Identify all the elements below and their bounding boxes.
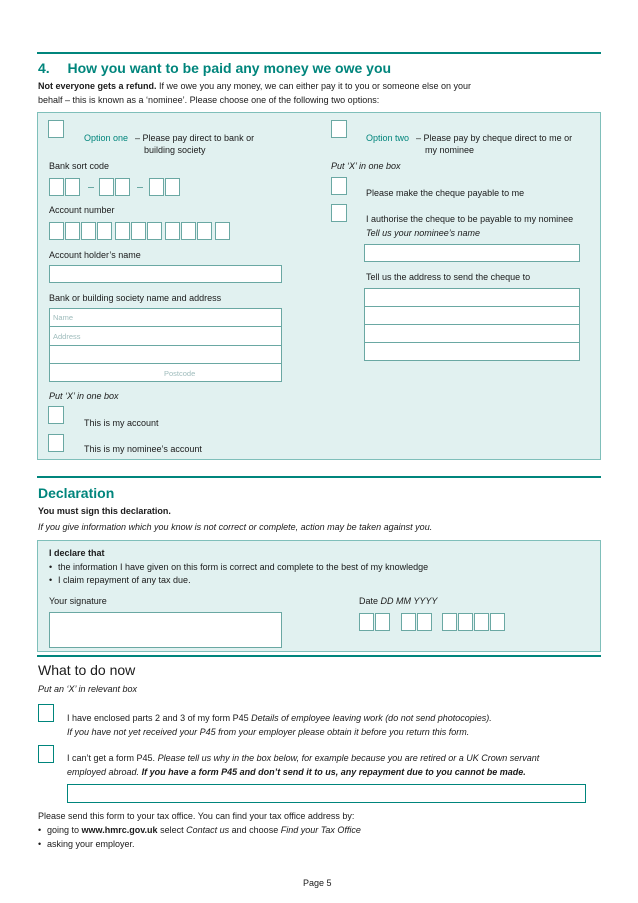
date-year-digit[interactable] [458, 613, 473, 631]
my-account-label: This is my account [84, 418, 159, 428]
account-number-digit[interactable] [181, 222, 196, 240]
account-holder-field[interactable] [49, 265, 282, 283]
section4-title: How you want to be paid any money we owe you [67, 60, 392, 76]
section4-top-rule [37, 52, 601, 54]
section4-intro-line1: Not everyone gets a refund. If we owe you any money, we can either pay it to you or someone else on your [38, 81, 472, 91]
sort-code-digit[interactable] [165, 178, 180, 196]
cheque-address-line3[interactable] [364, 324, 580, 343]
cheque-address-line4[interactable] [364, 342, 580, 361]
bank-address-placeholder: Address [53, 332, 81, 341]
cheque-address-line1[interactable] [364, 288, 580, 307]
option-one-checkbox[interactable] [48, 120, 64, 138]
authorise-nominee-label: I authorise the cheque to be payable to my nominee [366, 214, 574, 224]
no-p45-line1: I can’t get a form P45. Please tell us why in the box below, for example because you are retired or a UK Crown servant [67, 753, 540, 763]
i-declare-heading: I declare that [49, 548, 105, 558]
date-year-digit[interactable] [442, 613, 457, 631]
declaration-bullet-2: • I claim repayment of any tax due. [58, 575, 191, 585]
no-p45-checkbox[interactable] [38, 745, 54, 763]
nominee-name-field[interactable] [364, 244, 580, 262]
page-number: Page 5 [303, 878, 332, 888]
bank-name-field[interactable] [49, 308, 282, 327]
what-to-do-put-x: Put an ‘X’ in relevant box [38, 684, 138, 694]
section4-intro-line2: behalf – this is known as a ‘nominee’. Please choose one of the following two options: [38, 95, 380, 105]
option-one-put-x: Put ‘X’ in one box [49, 391, 119, 401]
signature-field[interactable] [49, 612, 282, 648]
date-label-row [359, 596, 437, 606]
payment-options-panel [37, 112, 601, 460]
declaration-bullet-1: • the information I have given on this form is correct and complete to the best of my knowledge [58, 562, 428, 572]
footer-bullet-1: • going to www.hmrc.gov.uk select Contact us and choose Find your Tax Office [47, 825, 361, 835]
sort-code-digit[interactable] [99, 178, 114, 196]
option-two-desc-1: – Please pay by cheque direct to me or [416, 133, 573, 143]
date-year-digit[interactable] [490, 613, 505, 631]
date-format: DD MM YYYY [380, 596, 438, 606]
date-label: Date [359, 596, 379, 606]
sort-code-digit[interactable] [49, 178, 64, 196]
date-day-digit[interactable] [359, 613, 374, 631]
option-one-desc-1: – Please pay direct to bank or [135, 133, 255, 143]
sort-code-label: Bank sort code [49, 161, 110, 171]
bank-address-line-field[interactable] [49, 345, 282, 364]
bank-name-address-label: Bank or building society name and address [49, 293, 222, 303]
account-holder-label: Account holder’s name [49, 250, 141, 260]
date-year-digit[interactable] [474, 613, 489, 631]
account-number-label: Account number [49, 205, 115, 215]
p45-enclosed-checkbox[interactable] [38, 704, 54, 722]
send-instructions: Please send this form to your tax office. You can find your tax office address by: [38, 811, 355, 821]
date-day-digit[interactable] [375, 613, 390, 631]
nominee-name-prompt: Tell us your nominee’s name [366, 228, 481, 238]
bank-postcode-placeholder: Postcode [164, 369, 196, 378]
authorise-nominee-checkbox[interactable] [331, 204, 347, 222]
date-month-digit[interactable] [401, 613, 416, 631]
p45-enclosed-line2: If you have not yet received your P45 from your employer please obtain it before you return this form. [67, 727, 470, 737]
account-number-digit[interactable] [197, 222, 212, 240]
sort-code-digit[interactable] [149, 178, 164, 196]
account-number-digit[interactable] [65, 222, 80, 240]
date-month-digit[interactable] [417, 613, 432, 631]
option-two-put-x: Put ‘X’ in one box [331, 161, 401, 171]
sort-code-separator [137, 187, 143, 188]
account-number-digit[interactable] [97, 222, 112, 240]
sort-code-digit[interactable] [65, 178, 80, 196]
sort-code-separator [88, 187, 94, 188]
payable-to-me-checkbox[interactable] [331, 177, 347, 195]
declaration-top-rule [37, 476, 601, 478]
cheque-address-prompt: Tell us the address to send the cheque to [366, 272, 531, 282]
account-number-digit[interactable] [131, 222, 146, 240]
account-number-digit[interactable] [215, 222, 230, 240]
footer-bullet-2: • asking your employer. [47, 839, 135, 849]
declaration-title: Declaration [38, 485, 115, 501]
account-number-digit[interactable] [81, 222, 96, 240]
hmrc-url-link[interactable]: www.hmrc.gov.uk [81, 825, 158, 835]
option-two-desc-2: my nominee [425, 145, 475, 155]
bank-postcode-field[interactable] [49, 363, 282, 382]
option-two-checkbox[interactable] [331, 120, 347, 138]
sort-code-digit[interactable] [115, 178, 130, 196]
section4-heading [38, 60, 391, 76]
payable-to-me-label: Please make the cheque payable to me [366, 188, 525, 198]
p45-enclosed-line1: I have enclosed parts 2 and 3 of my form P45 Details of employee leaving work (do not send photocopies). [67, 713, 492, 723]
declaration-must-sign: You must sign this declaration. [38, 506, 171, 516]
declaration-warning: If you give information which you know is not correct or complete, action may be taken against you. [38, 522, 433, 532]
option-one-desc-2: building society [144, 145, 206, 155]
signature-label: Your signature [49, 596, 107, 606]
account-number-digit[interactable] [165, 222, 180, 240]
account-number-digit[interactable] [49, 222, 64, 240]
bank-name-placeholder: Name [53, 313, 74, 322]
account-number-digit[interactable] [147, 222, 162, 240]
cheque-address-line2[interactable] [364, 306, 580, 325]
bank-address-field[interactable] [49, 326, 282, 346]
nominee-account-label: This is my nominee’s account [84, 444, 202, 454]
my-account-checkbox[interactable] [48, 406, 64, 424]
account-number-digit[interactable] [115, 222, 130, 240]
no-p45-line2: employed abroad. If you have a form P45 and don’t send it to us, any repayment due to you cannot be made. [67, 767, 526, 777]
section4-number: 4. [38, 60, 50, 76]
what-to-do-title: What to do now [38, 662, 136, 678]
option-one-label: Option one [84, 133, 129, 143]
no-p45-reason-field[interactable] [67, 784, 586, 803]
option-two-label: Option two [366, 133, 410, 143]
what-to-do-top-rule [37, 655, 601, 657]
nominee-account-checkbox[interactable] [48, 434, 64, 452]
